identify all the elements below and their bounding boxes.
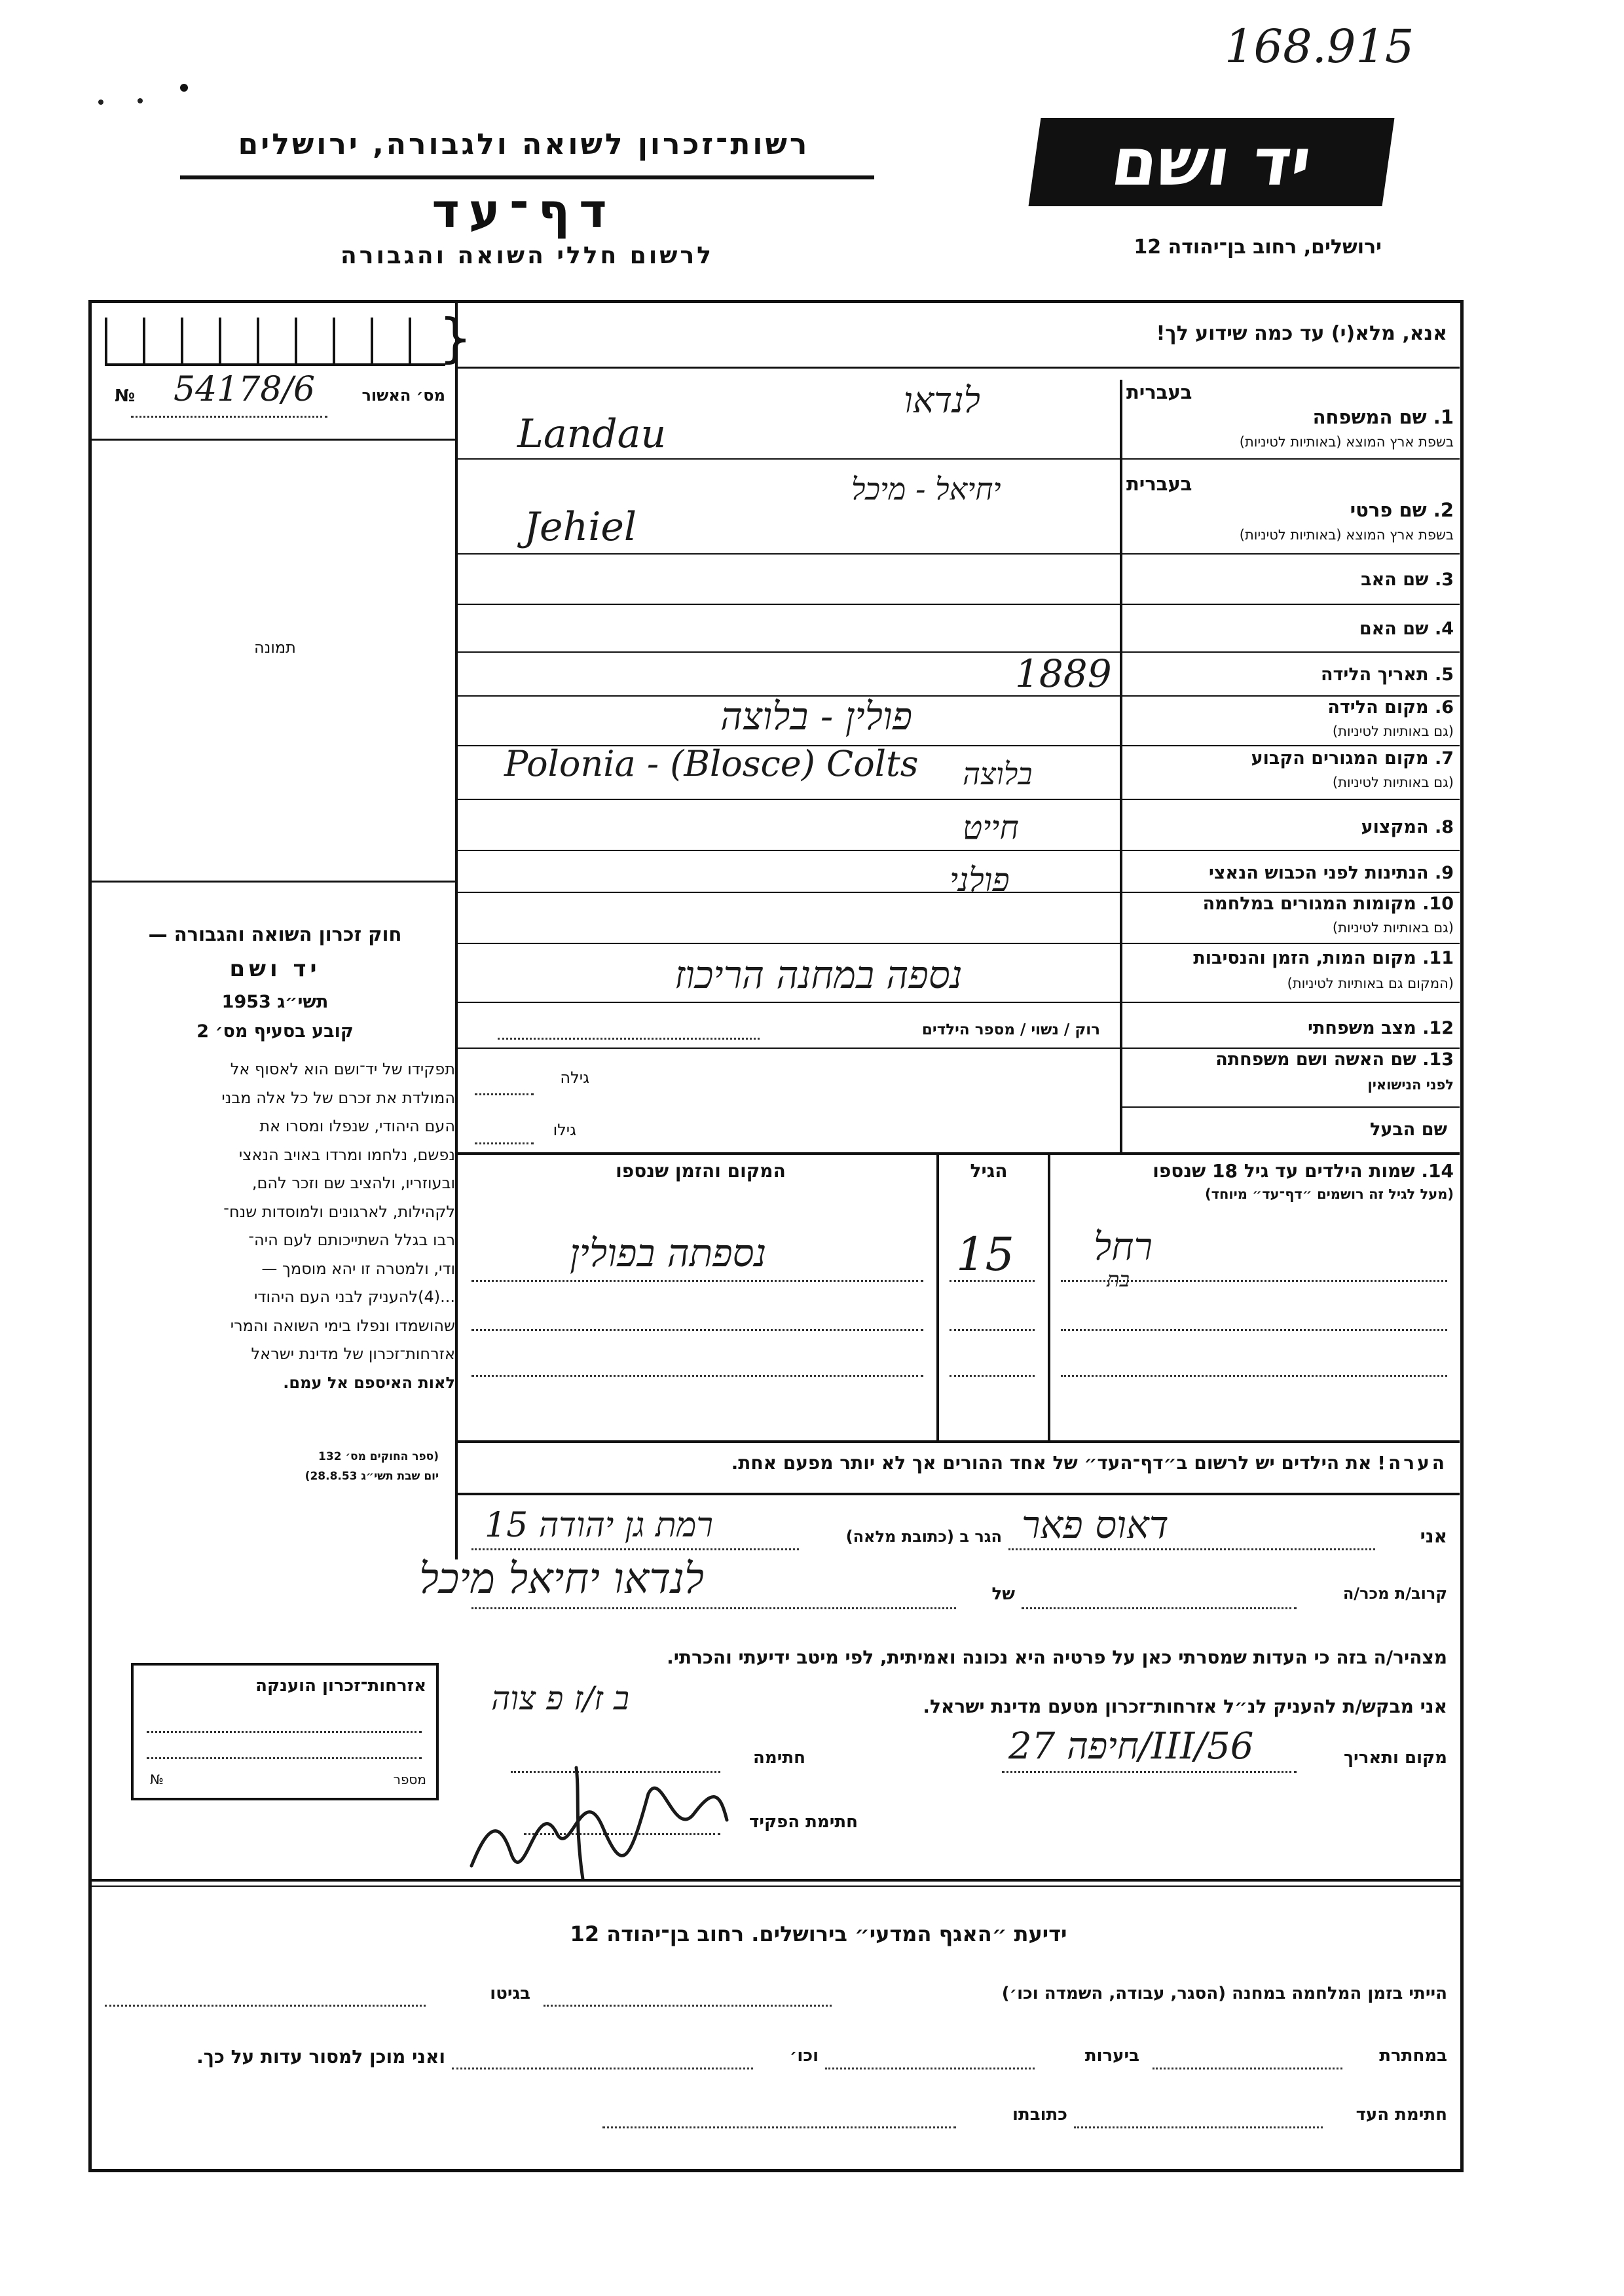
children-row-line (1061, 1329, 1447, 1331)
bottom-ghetto-fill (105, 2005, 426, 2007)
bottom-forests-fill (825, 2068, 1035, 2069)
law-line: ודי, ולמטרה זו יהא מוסמך — (261, 1259, 455, 1278)
field-number: 2. (1433, 499, 1454, 521)
decl-address-line (471, 1548, 799, 1550)
bottom-address-fill (602, 2126, 956, 2128)
law-line: אזרחות־זכרון של מדינת ישראל (251, 1345, 455, 1363)
field-number: 12. (1422, 1018, 1454, 1038)
children-sub: (מעל לגיל זה רושמים ״דף־עד״ מיוחד) (1205, 1186, 1454, 1202)
handwritten-signature (458, 1755, 733, 1886)
law-section: קובע בסעיף מס׳ 2 (196, 1021, 354, 1042)
law-source-1: (ספר החוקים מס׳ 132 (318, 1450, 439, 1463)
field-wife-sub: לפני הנישואין (1367, 1077, 1454, 1093)
field-residence-sub: (גם באותיות לטיניות) (1332, 774, 1454, 790)
label-column-divider (1120, 380, 1122, 1152)
note-rule-bottom (458, 1493, 1460, 1495)
field-residence-label (1126, 748, 1454, 769)
decl-request: אני מבקש/ת להעניק לנ״ל אזרחות־זכרון מטעם מדינת ישראל. (923, 1696, 1447, 1717)
field-father-label (1126, 570, 1454, 590)
archive-number: 168.915 (1225, 20, 1414, 73)
firstname-latin-value: Jehiel (524, 504, 637, 550)
law-line: העם היהודי, שנפלו ומסרו את (259, 1117, 455, 1135)
children-row-line (471, 1329, 923, 1331)
children-number: 14. (1421, 1160, 1454, 1182)
brace: } (439, 308, 472, 369)
child-place-value: נספתה בפולין (570, 1231, 767, 1275)
birthdate-value: 1889 (1015, 651, 1112, 696)
field-birthplace-sub: (גם באותיות לטיניות) (1332, 723, 1454, 739)
certificate-no-label: מספר (393, 1772, 426, 1787)
field-label: שם המשפחה (1312, 406, 1427, 428)
certificate-line (147, 1731, 422, 1733)
note-rule-top (458, 1440, 1460, 1443)
form-title: דף־עד (432, 183, 616, 238)
approval-no-symbol: № (115, 386, 136, 406)
field-number: 6. (1434, 697, 1454, 718)
children-row-line (950, 1375, 1035, 1377)
decl-ani-value: דאוס פאר (1022, 1503, 1169, 1547)
children-col-age: הגיל (970, 1160, 1008, 1182)
child-age-value: 15 (956, 1228, 1015, 1281)
logo-text: יד ושם (1107, 124, 1316, 200)
approval-label: מס׳ האשור (361, 386, 445, 405)
bottom-underground: במחתרת (1379, 2046, 1447, 2066)
decl-request-hand: ב ז/ז פ צוה (491, 1679, 629, 1717)
decl-relative-value: לנדאו יחיאל מיכל (419, 1555, 704, 1603)
decl-shel: של (991, 1584, 1015, 1604)
row-rule (1122, 1106, 1460, 1108)
row-rule (458, 1152, 1460, 1155)
field-mother-label (1126, 619, 1454, 639)
field-number: 8. (1434, 817, 1454, 837)
decl-ani: אני (1420, 1525, 1447, 1547)
certificate-title: אזרחות־זכרון הוענקה (255, 1676, 426, 1696)
decl-place-date-value: חיפה 27/III/56 (1008, 1725, 1254, 1768)
field-number: 10. (1422, 894, 1454, 914)
field-death-label (1126, 948, 1454, 968)
field-wartime-label (1126, 894, 1454, 914)
child-relation-value: בת (1107, 1267, 1130, 1292)
field-label: מקום המות, הזמן והנסיבות (1193, 948, 1416, 968)
wife-age-label: גילה (560, 1068, 589, 1087)
field-nationality-label (1126, 863, 1454, 883)
field-wartime-sub: (גם באותיות לטיניות) (1332, 920, 1454, 936)
bottom-rule (92, 1879, 1460, 1882)
certificate-line (147, 1757, 422, 1759)
row-rule (458, 695, 1460, 697)
row-rule (458, 604, 1460, 605)
bottom-etc: וכו׳ (789, 2046, 819, 2066)
law-line: לאות האיספם אל עמם. (283, 1373, 455, 1392)
bottom-witness-sig: חתימת העד (1356, 2105, 1447, 2124)
field-label: שם האם (1359, 619, 1429, 639)
field-label: שם האב (1361, 570, 1429, 590)
marital-options: רוק / נשוי / מספר הילדים (921, 1021, 1100, 1038)
death-value: נספה במחנה הריכוז (674, 953, 963, 997)
row-rule (458, 1002, 1460, 1003)
field-number: 11. (1422, 948, 1454, 968)
decl-gar-b: הגר ב (כתובת מלאה) (845, 1527, 1002, 1546)
intro-rule (458, 367, 1460, 369)
residence-value: בלוצה (963, 756, 1033, 792)
field-profession-label (1126, 817, 1454, 837)
intro-text: אנא, מלא(י) עד כמה שידוע לך! (1156, 322, 1447, 345)
law-body (98, 1055, 455, 1397)
surname-latin-value: Landau (517, 411, 667, 457)
law-line: רבו בגלל השתייכותם לעם היה־ (248, 1231, 455, 1249)
birthplace-value: פולין - בלוצה (720, 694, 913, 738)
field-firstname-label (1126, 499, 1454, 521)
decl-ani-line (1008, 1548, 1375, 1550)
authority-name: רשות־זכרון לשואה ולגבורה, ירושלים (238, 128, 810, 161)
law-year: תשי״ג 1953 (221, 992, 329, 1012)
header-address: ירושלים, רחוב בן־יהודה 12 (1134, 236, 1382, 259)
field-label: מקום הלידה (1327, 697, 1429, 718)
law-line: תפקידו של יד־ושם הוא לאסוף אל (230, 1060, 455, 1078)
field-number: 5. (1434, 665, 1454, 685)
decl-statement: מצהיר/ה בזה כי העדות שמסרתי כאן על פרטיה היא נכונה ואמיתית, לפי מיטב ידיעתי והכרתי. (667, 1647, 1447, 1668)
note-text: את הילדים יש לרשום ב״דף־העד״ של אחד ההורים אך לא יותר מפעם אחת. (731, 1452, 1372, 1474)
bottom-witness-sig-fill (1074, 2126, 1323, 2128)
hebrew-tag-1: בעברית (1126, 381, 1192, 403)
field-label: מצב משפחתי (1308, 1018, 1416, 1038)
row-rule (458, 943, 1460, 944)
note-label: הערה! (1377, 1452, 1447, 1474)
nationality-value: פולני (950, 861, 1010, 899)
law-line: נפשם, נלחמו ומרדו באויב הנאצי (238, 1145, 455, 1164)
row-rule (458, 553, 1460, 555)
field-surname-label (1126, 406, 1454, 428)
bottom-underground-fill (1153, 2068, 1342, 2069)
decl-address-value: רמת גן יהודה 15 (485, 1506, 713, 1545)
field-wife-label (1126, 1049, 1454, 1070)
field-label: מקום המגורים הקבוע (1251, 748, 1429, 769)
row-rule (458, 1048, 1460, 1049)
law-yad-vashem: יד ושם (229, 956, 321, 982)
husband-age-line (475, 1142, 534, 1144)
children-title-text: שמות הילדים עד גיל 18 שנספו (1153, 1160, 1415, 1182)
marital-line (498, 1038, 760, 1040)
header-rule (180, 175, 874, 179)
bottom-line1: הייתי בזמן המלחמה במחנה (הסגר, עבודה, השמדה וכו׳) (1001, 1984, 1447, 2003)
certificate-box (131, 1663, 439, 1800)
birthplace-latin-value: Polonia - (Blosce) Colts (504, 743, 919, 784)
hebrew-tag-2: בעברית (1126, 473, 1192, 495)
field-number: 9. (1434, 863, 1454, 883)
law-line: ובעוזריו, ולהציב שם וזכר להם, (251, 1174, 455, 1192)
left-column-divider (455, 302, 458, 1559)
field-death-sub: (המקום גם באותיות לטיניות) (1287, 975, 1454, 991)
law-line: לקהילות, לארגונים ולמוסדות שנח־ (223, 1202, 455, 1221)
approval-ticks (105, 318, 445, 370)
children-title (1035, 1160, 1454, 1182)
photo-label: תמונה (254, 638, 296, 657)
field-birthplace-label (1126, 697, 1454, 718)
husband-age-label: גילו (553, 1121, 576, 1139)
scan-speck (138, 98, 143, 103)
scan-speck (180, 84, 188, 92)
children-row-line (950, 1329, 1035, 1331)
field-label: תאריך הלידה (1320, 665, 1429, 685)
photo-box-bottom (92, 881, 455, 883)
field-marital-label (1126, 1018, 1454, 1038)
bottom-rule-2 (92, 1886, 1460, 1887)
firstname-hebrew-value: יחיאל - מיכל (851, 471, 1001, 507)
field-label: שם פרטי (1350, 499, 1427, 521)
bottom-title: ידיעת ״האגף המדעי״ בירושלים. רחוב בן־יהודה 12 (570, 1922, 1067, 1946)
row-rule (458, 799, 1460, 800)
children-row-line (1061, 1375, 1447, 1377)
decl-shel-line (471, 1607, 956, 1609)
approval-line (131, 416, 327, 418)
bottom-address: כתובתו (1012, 2105, 1067, 2124)
field-number: 4. (1434, 619, 1454, 639)
decl-place-date-line (1002, 1771, 1297, 1773)
bottom-forests: ביערות (1084, 2046, 1139, 2066)
field-label: שם האשה ושם משפחתה (1215, 1049, 1416, 1070)
field-surname-sub: בשפת ארץ המוצא (באותיות לטיניות) (1239, 434, 1454, 450)
bottom-ready: ואני מוכן למסור עדות על כך. (196, 2046, 445, 2068)
field-label: מקומות המגורים במלחמה (1202, 894, 1416, 914)
field-label: הנתינות לפני הכבוש הנאצי (1208, 863, 1429, 883)
row-rule (458, 458, 1460, 460)
scan-speck (98, 100, 103, 105)
children-col-divider (936, 1154, 939, 1442)
photo-box-top (92, 439, 455, 441)
profession-value: חייט (963, 809, 1020, 847)
approval-value: 54178/6 (174, 370, 316, 409)
row-rule (458, 651, 1460, 653)
field-firstname-sub: בשפת ארץ המוצא (באותיות לטיניות) (1239, 527, 1454, 543)
bottom-etc-fill (452, 2068, 753, 2069)
law-line: המולדת את זכרם של כל אלה מבני (221, 1088, 455, 1107)
children-col-place: המקום והזמן שנספו (616, 1160, 786, 1182)
form-subtitle: לרשום חללי השואה והגבורה (341, 242, 714, 269)
decl-relative: קרוב/ת מכר/ה (1342, 1584, 1447, 1603)
field-number: 13. (1422, 1049, 1454, 1070)
wife-age-line (475, 1093, 534, 1095)
surname-hebrew-value: לנדאו (904, 380, 980, 421)
field-label: שם הבעל (1369, 1120, 1447, 1140)
field-number: 3. (1434, 570, 1454, 590)
field-number: 1. (1433, 406, 1454, 428)
child-name-value: רחל (1094, 1224, 1153, 1269)
certificate-no-symbol: № (150, 1772, 164, 1787)
decl-signature-label: חתימה (753, 1748, 805, 1768)
bottom-ghetto: בגיטו (490, 1984, 530, 2003)
children-col-divider (1048, 1154, 1050, 1442)
row-rule (458, 850, 1460, 851)
field-label: המקצוע (1361, 817, 1429, 837)
field-number: 7. (1434, 748, 1454, 769)
decl-official-label: חתימת הפקיד (749, 1812, 858, 1832)
decl-relative-line (1022, 1607, 1297, 1609)
yad-vashem-logo (1029, 118, 1395, 206)
law-line: ...(4)להעניק לבני העם היהודי (254, 1288, 455, 1306)
field-birthdate-label (1126, 665, 1454, 685)
law-line: שהושמדו ונפלו בימי השואה והמרי (230, 1316, 455, 1335)
law-source-2: יום שבת תשי״ג 28.8.53) (304, 1470, 439, 1483)
field-husband-label (1126, 1120, 1447, 1140)
note-row (471, 1452, 1447, 1474)
decl-place-date-label: מקום ותאריך (1344, 1748, 1447, 1768)
law-title: חוק זכרון השואה והגבורה — (148, 923, 402, 945)
bottom-line1-fill (544, 2005, 832, 2007)
children-row-line (471, 1280, 923, 1282)
children-row-line (471, 1375, 923, 1377)
